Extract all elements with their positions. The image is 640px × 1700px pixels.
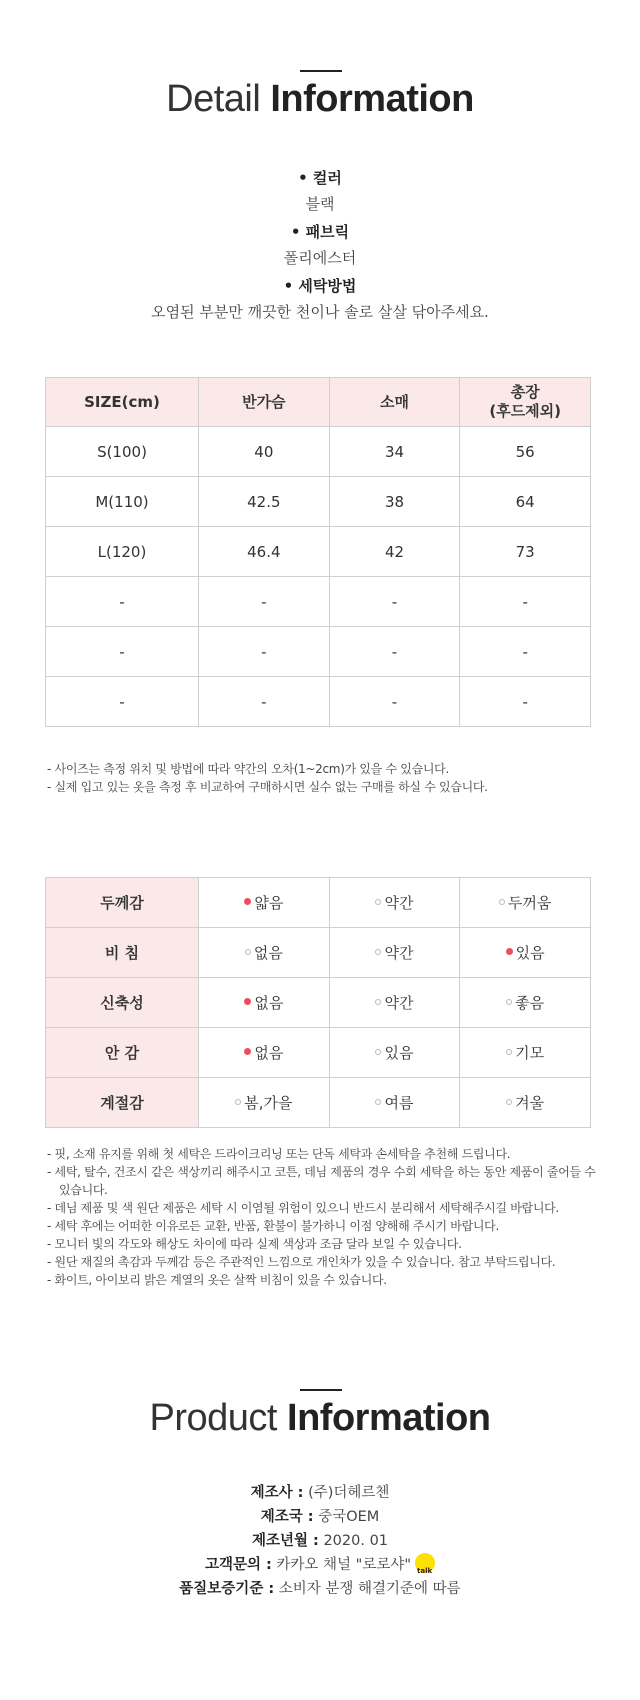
unselected-dot-icon <box>375 899 381 905</box>
feel-category: 안 감 <box>46 1028 199 1078</box>
feel-category: 두께감 <box>46 878 199 928</box>
info-label: 고객문의 : <box>204 1557 272 1573</box>
info-label: 품질보증기준 : <box>179 1581 275 1597</box>
spec-washing <box>0 275 640 322</box>
size-cell: - <box>329 677 460 727</box>
feel-option-label: 두꺼움 <box>507 894 552 912</box>
feel-option-label: 약간 <box>384 994 414 1012</box>
feel-option-label: 없음 <box>254 1044 284 1062</box>
feel-option <box>329 878 460 928</box>
feel-row <box>46 928 591 978</box>
feel-option <box>460 1028 591 1078</box>
feel-option <box>329 928 460 978</box>
fabric-feel-table <box>45 877 591 1128</box>
spec-value: 폴리에스터 <box>283 249 357 267</box>
spec-fabric <box>0 221 640 268</box>
table-row <box>46 427 591 477</box>
selected-dot-icon <box>244 898 251 905</box>
table-row <box>46 627 591 677</box>
info-value: 소비자 분쟁 해결기준에 따름 <box>278 1581 461 1597</box>
feel-category: 비 침 <box>46 928 199 978</box>
size-header-cell: 반가슴 <box>199 378 330 427</box>
note-line: - 데님 제품 및 색 원단 제품은 세탁 시 이염될 위험이 있으니 반드시 분리해서 세탁해주시길 바랍니다. <box>47 1201 559 1215</box>
feel-option-label: 겨울 <box>515 1094 545 1112</box>
size-cell: - <box>329 627 460 677</box>
size-table <box>45 377 591 727</box>
unselected-dot-icon <box>506 1049 512 1055</box>
info-label: 제조년월 : <box>251 1533 319 1549</box>
size-header-cell: SIZE(cm) <box>46 378 199 427</box>
size-header-cell: 소매 <box>329 378 460 427</box>
spec-label: • 패브릭 <box>290 223 350 241</box>
note-line: - 원단 재질의 촉감과 두께감 등은 주관적인 느낌으로 개인차가 있을 수 있습니다. 참고 부탁드립니다. <box>47 1255 556 1269</box>
feel-option <box>329 1078 460 1128</box>
feel-option-label: 있음 <box>515 944 545 962</box>
size-cell: 40 <box>199 427 330 477</box>
info-label: 제조국 : <box>260 1509 314 1525</box>
info-manufacturer <box>0 1481 640 1505</box>
size-cell: - <box>199 627 330 677</box>
feel-option <box>199 1078 330 1128</box>
feel-option-label: 봄,가을 <box>244 1094 293 1112</box>
feel-option <box>199 878 330 928</box>
info-value: 카카오 채널 "로로샤" <box>276 1557 412 1573</box>
table-row <box>46 477 591 527</box>
note-line: - 모니터 빛의 각도와 해상도 차이에 따라 실제 색상과 조금 달라 보일 수 있습니다. <box>47 1237 462 1251</box>
feel-option-label: 없음 <box>253 944 283 962</box>
product-heading <box>0 1397 640 1440</box>
unselected-dot-icon <box>499 899 505 905</box>
size-cell: - <box>199 677 330 727</box>
feel-category: 계절감 <box>46 1078 199 1128</box>
size-cell: - <box>46 677 199 727</box>
feel-row <box>46 1028 591 1078</box>
note-line: - 화이트, 아이보리 밝은 계열의 옷은 살짝 비침이 있을 수 있습니다. <box>47 1273 387 1287</box>
spec-value: 오염된 부분만 깨끗한 천이나 솔로 살살 닦아주세요. <box>151 303 489 321</box>
feel-option-label: 없음 <box>254 994 284 1012</box>
detail-heading-bold: Information <box>270 78 474 120</box>
size-cell: - <box>460 627 591 677</box>
feel-option-label: 좋음 <box>515 994 545 1012</box>
info-country <box>0 1505 640 1529</box>
feel-option <box>460 928 591 978</box>
feel-option-label: 여름 <box>384 1094 414 1112</box>
selected-dot-icon <box>244 1048 251 1055</box>
feel-option-label: 기모 <box>515 1044 545 1062</box>
feel-option <box>460 1078 591 1128</box>
spec-label: • 세탁방법 <box>283 277 357 295</box>
note-line: - 실제 입고 있는 옷을 측정 후 비교하여 구매하시면 실수 없는 구매를 하실 수 있습니다. <box>47 780 488 794</box>
size-cell: 42 <box>329 527 460 577</box>
info-contact <box>0 1553 640 1577</box>
care-notes <box>47 1145 607 1289</box>
detail-heading-light: Detail <box>166 78 261 120</box>
feel-option <box>329 1028 460 1078</box>
unselected-dot-icon <box>506 999 512 1005</box>
spec-color <box>0 167 640 214</box>
size-cell: - <box>199 577 330 627</box>
spec-label: • 컬러 <box>298 169 342 187</box>
note-line: - 핏, 소재 유지를 위해 첫 세탁은 드라이크리닝 또는 단독 세탁과 손세탁을 추천해 드립니다. <box>47 1147 511 1161</box>
product-heading-light: Product <box>149 1397 277 1439</box>
detail-heading <box>0 78 640 121</box>
size-cell: - <box>329 577 460 627</box>
size-cell: M(110) <box>46 477 199 527</box>
product-info <box>0 1481 640 1601</box>
selected-dot-icon <box>506 948 513 955</box>
feel-option <box>199 928 330 978</box>
table-row <box>46 577 591 627</box>
feel-row <box>46 878 591 928</box>
size-cell: 64 <box>460 477 591 527</box>
feel-category: 신축성 <box>46 978 199 1028</box>
feel-option-label: 얇음 <box>254 894 284 912</box>
note-line: - 세탁, 탈수, 건조시 같은 색상끼리 해주시고 코튼, 데님 제품의 경우 수회 세탁을 하는 동안 제품이 줄어들 수 있습니다. <box>47 1165 596 1197</box>
size-header-line: (후드제외) <box>489 402 561 420</box>
size-table-header <box>46 378 591 427</box>
unselected-dot-icon <box>375 949 381 955</box>
unselected-dot-icon <box>375 1099 381 1105</box>
info-value: 2020. 01 <box>323 1533 389 1549</box>
feel-row <box>46 1078 591 1128</box>
feel-option <box>329 978 460 1028</box>
unselected-dot-icon <box>245 949 251 955</box>
heading-bar <box>300 70 342 72</box>
kakaotalk-icon[interactable] <box>415 1553 435 1573</box>
size-header-cell <box>460 378 591 427</box>
product-heading-bold: Information <box>287 1397 491 1439</box>
size-cell: 38 <box>329 477 460 527</box>
size-cell: 56 <box>460 427 591 477</box>
heading-bar <box>300 1389 342 1391</box>
selected-dot-icon <box>244 998 251 1005</box>
size-cell: L(120) <box>46 527 199 577</box>
note-line: - 사이즈는 측정 위치 및 방법에 따라 약간의 오차(1~2cm)가 있을 수 있습니다. <box>47 762 449 776</box>
note-line: - 세탁 후에는 어떠한 이유로든 교환, 반품, 환불이 불가하니 이점 양해해 주시기 바랍니다. <box>47 1219 499 1233</box>
size-cell: - <box>46 577 199 627</box>
info-date <box>0 1529 640 1553</box>
size-cell: - <box>460 677 591 727</box>
feel-option <box>460 878 591 928</box>
unselected-dot-icon <box>506 1099 512 1105</box>
size-notes <box>47 760 607 796</box>
feel-option-label: 약간 <box>384 944 414 962</box>
unselected-dot-icon <box>375 1049 381 1055</box>
feel-option-label: 있음 <box>384 1044 414 1062</box>
unselected-dot-icon <box>235 1099 241 1105</box>
info-warranty <box>0 1577 640 1601</box>
size-cell: S(100) <box>46 427 199 477</box>
spec-value: 블랙 <box>305 195 335 213</box>
info-value: (주)더헤르첸 <box>308 1485 390 1501</box>
size-cell: 73 <box>460 527 591 577</box>
size-cell: 34 <box>329 427 460 477</box>
table-row <box>46 677 591 727</box>
info-value: 중국OEM <box>318 1509 380 1525</box>
table-row <box>46 527 591 577</box>
size-header-line: 총장 <box>510 383 540 401</box>
size-cell: 46.4 <box>199 527 330 577</box>
feel-row <box>46 978 591 1028</box>
feel-option <box>199 1028 330 1078</box>
size-cell: 42.5 <box>199 477 330 527</box>
feel-option <box>199 978 330 1028</box>
info-label: 제조사 : <box>250 1485 304 1501</box>
feel-option <box>460 978 591 1028</box>
size-cell: - <box>46 627 199 677</box>
unselected-dot-icon <box>375 999 381 1005</box>
feel-option-label: 약간 <box>384 894 414 912</box>
size-cell: - <box>460 577 591 627</box>
